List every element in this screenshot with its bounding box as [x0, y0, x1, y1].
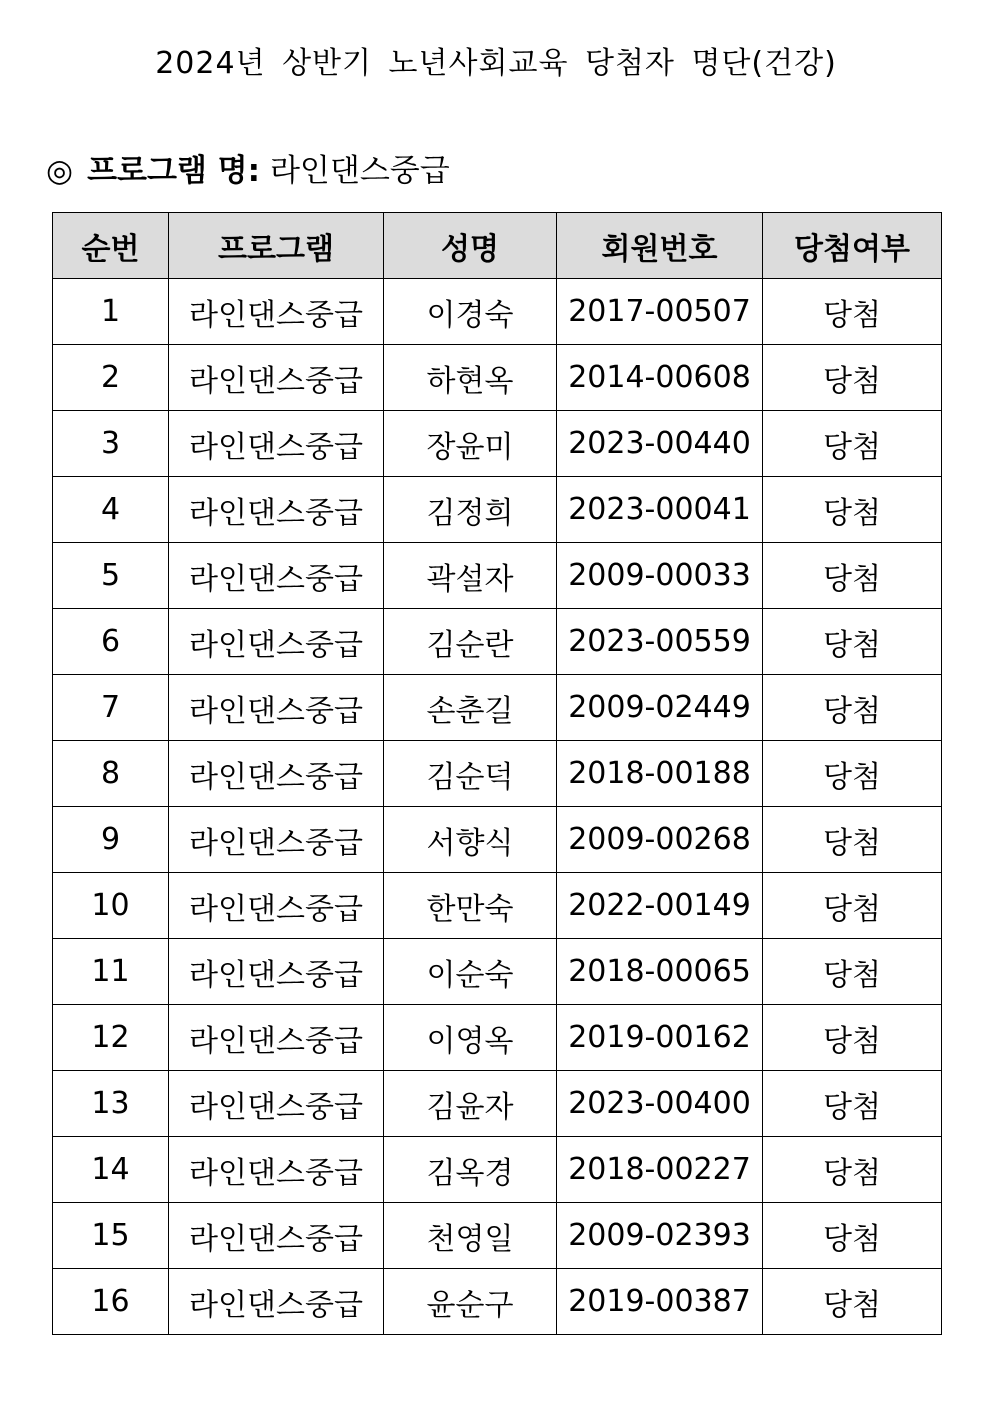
header-result: 당첨여부 [763, 213, 942, 279]
cell-seq: 6 [53, 609, 169, 675]
cell-member-no: 2018-00227 [557, 1137, 763, 1203]
cell-program: 라인댄스중급 [169, 1203, 384, 1269]
program-heading-name: 라인댄스중급 [269, 153, 450, 189]
cell-program: 라인댄스중급 [169, 873, 384, 939]
table-row [53, 279, 942, 345]
table-row [53, 609, 942, 675]
header-program: 프로그램 [169, 213, 384, 279]
cell-seq: 8 [53, 741, 169, 807]
cell-name: 김순란 [384, 609, 557, 675]
cell-member-no: 2023-00041 [557, 477, 763, 543]
cell-program: 라인댄스중급 [169, 807, 384, 873]
cell-program: 라인댄스중급 [169, 1005, 384, 1071]
cell-seq: 9 [53, 807, 169, 873]
cell-member-no: 2018-00065 [557, 939, 763, 1005]
cell-member-no: 2018-00188 [557, 741, 763, 807]
document-title: 2024년 상반기 노년사회교육 당첨자 명단(건강) [155, 46, 837, 81]
cell-result: 당첨 [763, 609, 942, 675]
table-row [53, 543, 942, 609]
cell-member-no: 2009-02449 [557, 675, 763, 741]
table-row [53, 741, 942, 807]
table-row [53, 1137, 942, 1203]
cell-program: 라인댄스중급 [169, 609, 384, 675]
table-row [53, 477, 942, 543]
cell-result: 당첨 [763, 1071, 942, 1137]
cell-result: 당첨 [763, 1203, 942, 1269]
cell-name: 하현옥 [384, 345, 557, 411]
cell-name: 천영일 [384, 1203, 557, 1269]
program-heading [46, 150, 450, 192]
cell-name: 장윤미 [384, 411, 557, 477]
cell-program: 라인댄스중급 [169, 477, 384, 543]
cell-seq: 12 [53, 1005, 169, 1071]
cell-seq: 10 [53, 873, 169, 939]
header-name: 성명 [384, 213, 557, 279]
cell-program: 라인댄스중급 [169, 345, 384, 411]
table-row [53, 873, 942, 939]
cell-name: 김정희 [384, 477, 557, 543]
header-member-no: 회원번호 [557, 213, 763, 279]
cell-member-no: 2023-00559 [557, 609, 763, 675]
winners-table [52, 212, 942, 1335]
cell-program: 라인댄스중급 [169, 1071, 384, 1137]
cell-seq: 3 [53, 411, 169, 477]
cell-member-no: 2009-00268 [557, 807, 763, 873]
cell-seq: 7 [53, 675, 169, 741]
cell-result: 당첨 [763, 1005, 942, 1071]
cell-member-no: 2022-00149 [557, 873, 763, 939]
cell-member-no: 2014-00608 [557, 345, 763, 411]
cell-result: 당첨 [763, 741, 942, 807]
cell-member-no: 2009-00033 [557, 543, 763, 609]
table-row [53, 939, 942, 1005]
cell-program: 라인댄스중급 [169, 411, 384, 477]
cell-seq: 5 [53, 543, 169, 609]
cell-seq: 16 [53, 1269, 169, 1335]
cell-seq: 1 [53, 279, 169, 345]
cell-name: 김순덕 [384, 741, 557, 807]
cell-result: 당첨 [763, 345, 942, 411]
table-body [53, 279, 942, 1335]
cell-program: 라인댄스중급 [169, 543, 384, 609]
table-row [53, 807, 942, 873]
cell-program: 라인댄스중급 [169, 675, 384, 741]
double-circle-icon: ◎ [46, 153, 74, 189]
cell-seq: 15 [53, 1203, 169, 1269]
table-row [53, 411, 942, 477]
cell-result: 당첨 [763, 675, 942, 741]
cell-program: 라인댄스중급 [169, 741, 384, 807]
table-row [53, 1203, 942, 1269]
cell-name: 서향식 [384, 807, 557, 873]
cell-result: 당첨 [763, 543, 942, 609]
cell-member-no: 2009-02393 [557, 1203, 763, 1269]
cell-result: 당첨 [763, 939, 942, 1005]
cell-program: 라인댄스중급 [169, 279, 384, 345]
cell-name: 이영옥 [384, 1005, 557, 1071]
cell-name: 김옥경 [384, 1137, 557, 1203]
cell-seq: 11 [53, 939, 169, 1005]
program-heading-label: 프로그램 명: [87, 153, 260, 189]
cell-name: 윤순구 [384, 1269, 557, 1335]
cell-member-no: 2023-00440 [557, 411, 763, 477]
cell-program: 라인댄스중급 [169, 1269, 384, 1335]
table-row [53, 345, 942, 411]
table-header-row [53, 213, 942, 279]
cell-program: 라인댄스중급 [169, 1137, 384, 1203]
cell-program: 라인댄스중급 [169, 939, 384, 1005]
cell-seq: 2 [53, 345, 169, 411]
cell-result: 당첨 [763, 279, 942, 345]
cell-member-no: 2019-00387 [557, 1269, 763, 1335]
cell-seq: 4 [53, 477, 169, 543]
table-row [53, 1269, 942, 1335]
cell-result: 당첨 [763, 477, 942, 543]
header-seq: 순번 [53, 213, 169, 279]
cell-name: 곽설자 [384, 543, 557, 609]
cell-name: 이순숙 [384, 939, 557, 1005]
cell-member-no: 2023-00400 [557, 1071, 763, 1137]
cell-member-no: 2019-00162 [557, 1005, 763, 1071]
cell-result: 당첨 [763, 873, 942, 939]
table-row [53, 675, 942, 741]
cell-seq: 13 [53, 1071, 169, 1137]
cell-seq: 14 [53, 1137, 169, 1203]
cell-result: 당첨 [763, 1137, 942, 1203]
cell-name: 김윤자 [384, 1071, 557, 1137]
cell-name: 이경숙 [384, 279, 557, 345]
cell-result: 당첨 [763, 807, 942, 873]
cell-result: 당첨 [763, 1269, 942, 1335]
cell-result: 당첨 [763, 411, 942, 477]
table-row [53, 1005, 942, 1071]
table-row [53, 1071, 942, 1137]
cell-name: 한만숙 [384, 873, 557, 939]
cell-name: 손춘길 [384, 675, 557, 741]
cell-member-no: 2017-00507 [557, 279, 763, 345]
